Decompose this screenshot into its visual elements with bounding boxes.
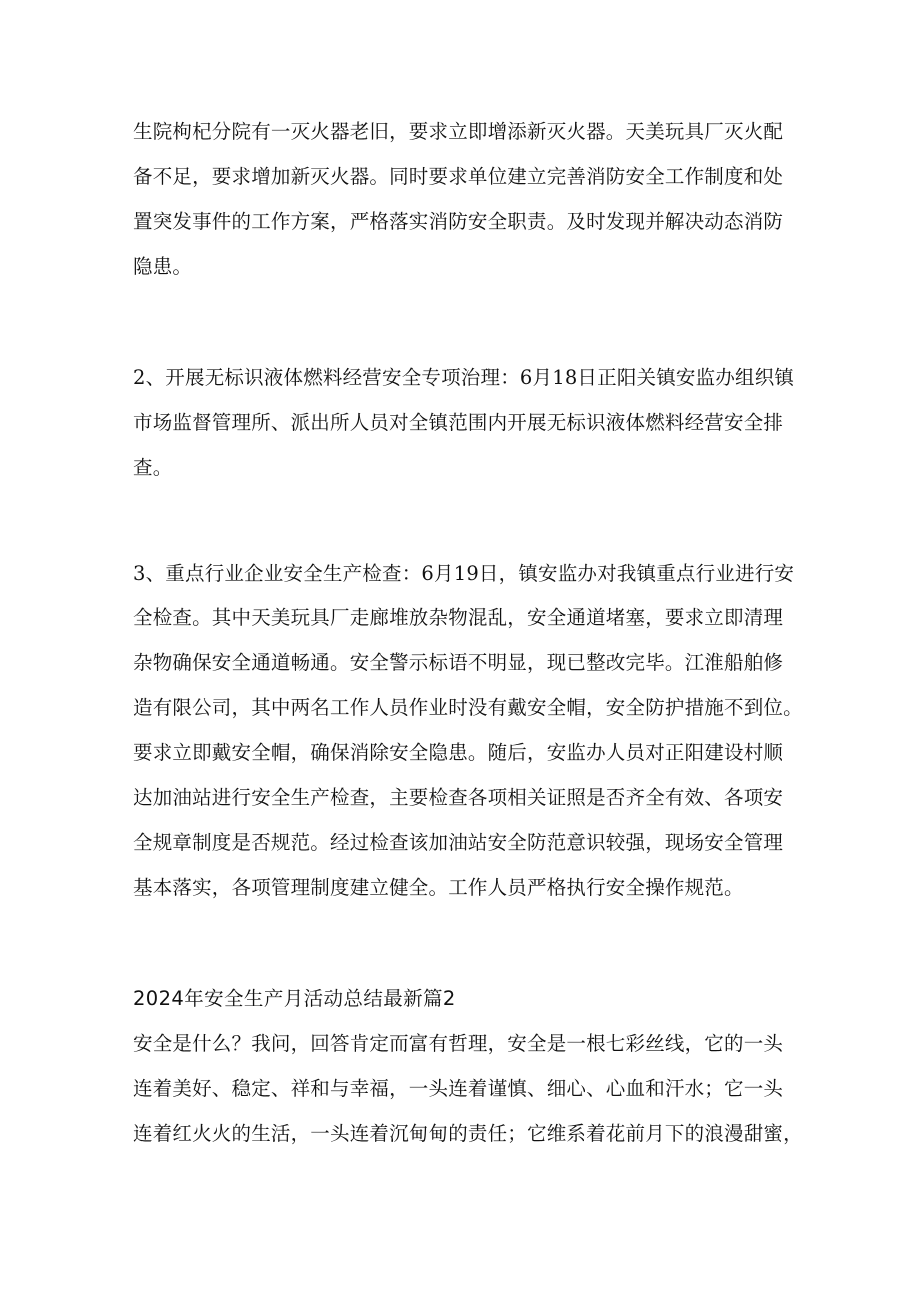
text-line: 达加油站进行安全生产检查，主要检查各项相关证照是否齐全有效、各项安 [133, 786, 784, 809]
text-line: 全检查。其中天美玩具厂走廊堆放杂物混乱，安全通道堵塞，要求立即清理 [133, 606, 784, 629]
text-line: 市场监督管理所、派出所人员对全镇范围内开展无标识液体燃料经营安全排 [133, 411, 784, 434]
text-line: 基本落实，各项管理制度建立健全。工作人员严格执行安全操作规范。 [133, 876, 744, 899]
text-line: 连着美好、稳定、祥和与幸福，一头连着谨慎、细心、心血和汗水；它一头 [133, 1077, 784, 1100]
text-line: 安全是什么？我问，回答肯定而富有哲理，安全是一根七彩丝线，它的一头 [133, 1032, 784, 1055]
text-line: 查。 [133, 456, 173, 479]
text-line: 全规章制度是否规范。经过检查该加油站安全防范意识较强，现场安全管理 [133, 831, 784, 854]
section-heading: 2024年安全生产月活动总结最新篇2 [133, 987, 456, 1010]
text-line: 杂物确保安全通道畅通。安全警示标语不明显，现已整改完毕。江淮船舶修 [133, 651, 784, 674]
text-line: 连着红火火的生活，一头连着沉甸甸的责任；它维系着花前月下的浪漫甜蜜， [133, 1122, 803, 1145]
text-line: 置突发事件的工作方案，严格落实消防安全职责。及时发现并解决动态消防 [133, 210, 784, 233]
text-line: 生院枸杞分院有一灭火器老旧，要求立即增添新灭火器。天美玩具厂灭火配 [133, 120, 784, 143]
text-line: 造有限公司，其中两名工作人员作业时没有戴安全帽，安全防护措施不到位。 [133, 696, 803, 719]
text-line: 要求立即戴安全帽，确保消除安全隐患。随后，安监办人员对正阳建设村顺 [133, 741, 784, 764]
text-line: 备不足，要求增加新灭火器。同时要求单位建立完善消防安全工作制度和处 [133, 165, 784, 188]
text-line: 2、开展无标识液体燃料经营安全专项治理：6月18日正阳关镇安监办组织镇 [133, 366, 795, 389]
text-line: 3、重点行业企业安全生产检查：6月19日，镇安监办对我镇重点行业进行安 [133, 562, 795, 585]
text-line: 隐患。 [133, 255, 193, 278]
